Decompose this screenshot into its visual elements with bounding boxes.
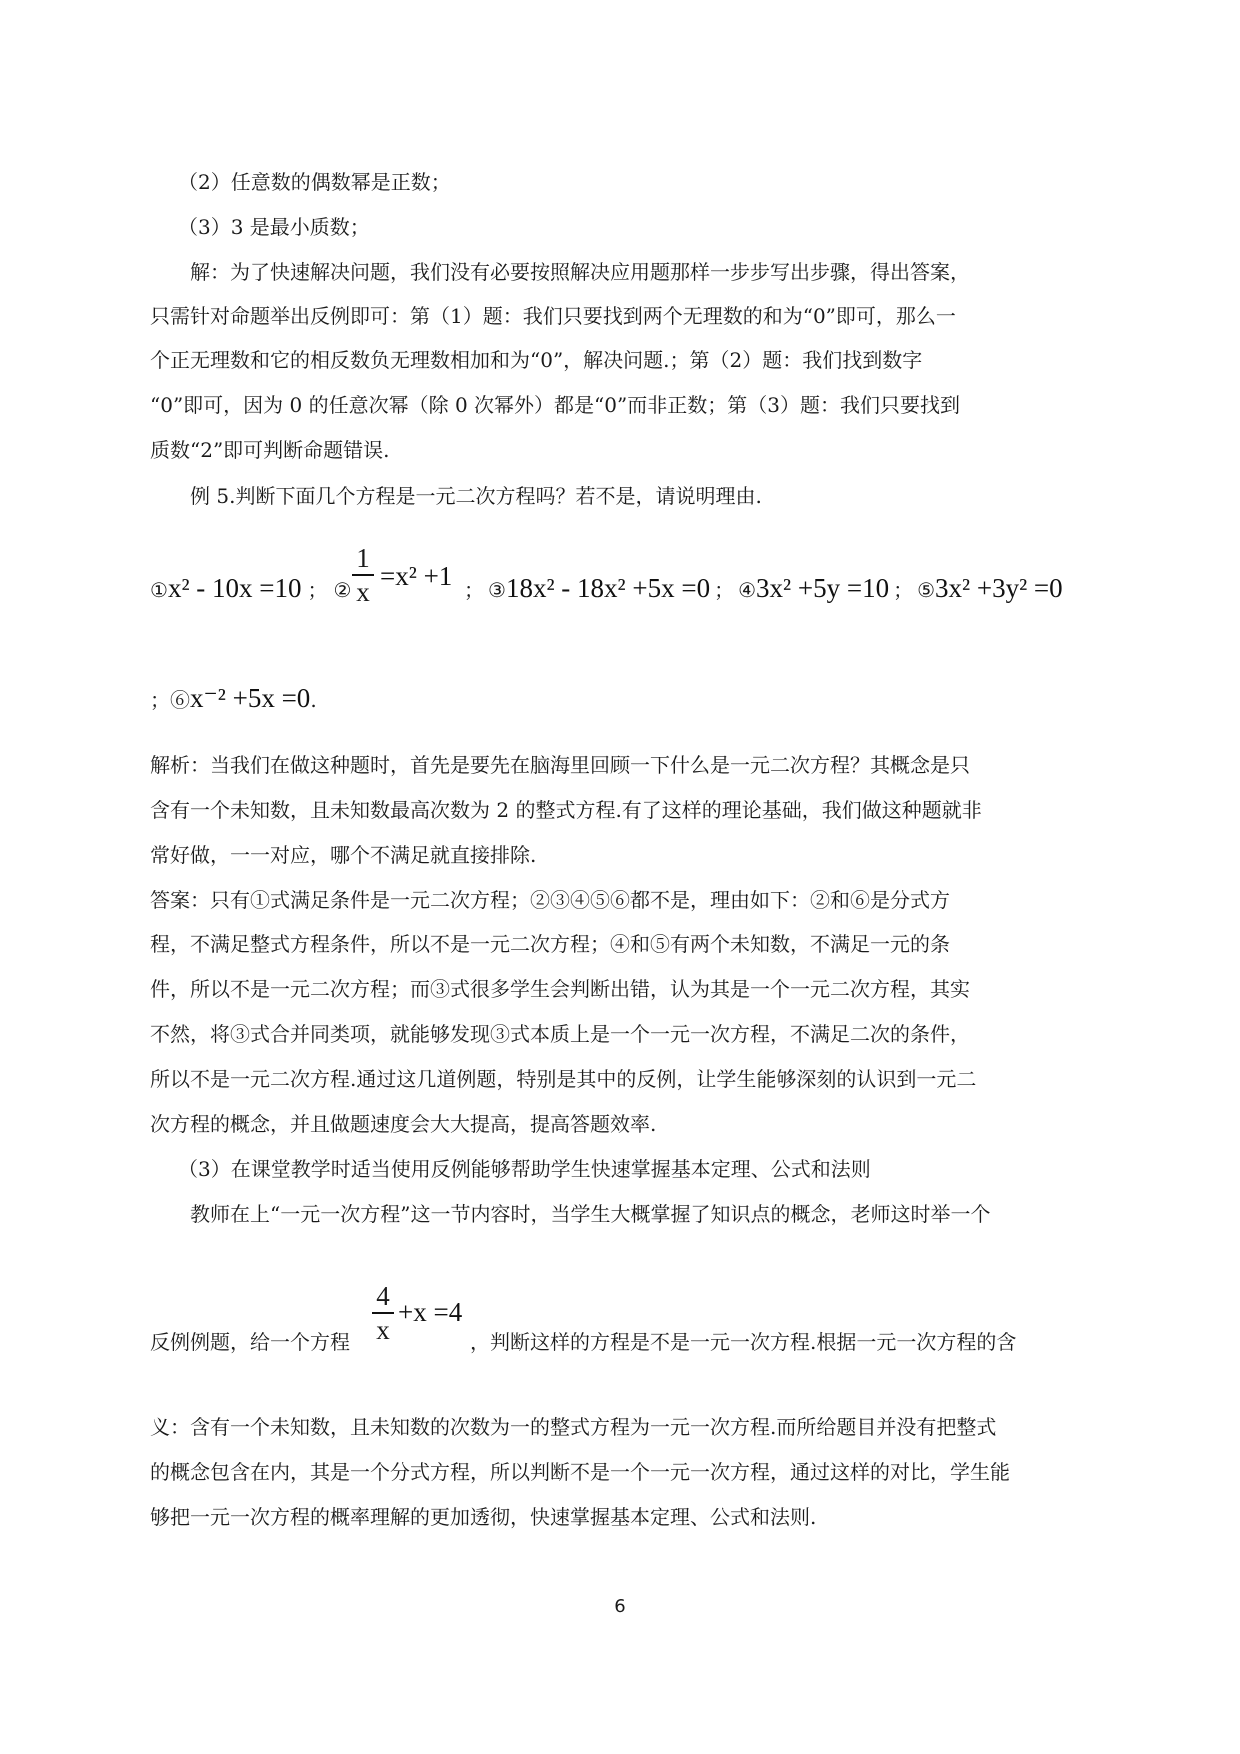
- page-number: 6: [614, 1596, 626, 1617]
- analysis-line-2: 含有一个未知数，且未知数最高次数为 2 的整式方程.有了这样的理论基础，我们做这种题就非: [150, 798, 982, 822]
- fraction-numerator: 1: [356, 543, 370, 573]
- solution-line-3: 个正无理数和它的相反数负无理数相加和为“0”，解决问题.；第（2）题：我们找到数字: [150, 348, 923, 372]
- analysis-line-1: 解析：当我们在做这种题时，首先是要先在脑海里回顾一下什么是一元二次方程？其概念是只: [150, 753, 970, 777]
- analysis-line-3: 常好做，一一对应，哪个不满足就直接排除.: [150, 843, 537, 867]
- example-fraction: [372, 1282, 394, 1344]
- solution-line-1: 解：为了快速解决问题，我们没有必要按照解决应用题那样一步步写出步骤，得出答案，: [190, 260, 970, 284]
- fraction-numerator: 4: [376, 1281, 390, 1311]
- separator: ；: [893, 578, 914, 602]
- solution-line-2: 只需针对命题举出反例即可：第（1）题：我们只要找到两个无理数的和为“0”即可，那么一: [150, 304, 956, 328]
- answer-line-2: 程，不满足整式方程条件，所以不是一元二次方程；④和⑤有两个未知数，不满足一元的条: [150, 932, 950, 956]
- equation-row-2: [150, 684, 317, 714]
- item-3: （3）3 是最小质数；: [178, 215, 370, 239]
- solution-line-5: 质数“2”即可判断命题错误.: [150, 438, 390, 462]
- fraction-denominator: x: [356, 577, 370, 607]
- teaching-line-5: 够把一元一次方程的概率理解的更加透彻，快速掌握基本定理、公式和法则.: [150, 1505, 817, 1529]
- equation-5: 3x² +3y² =0: [935, 573, 1063, 603]
- answer-line-1: 答案：只有①式满足条件是一元二次方程；②③④⑤⑥都不是，理由如下：②和⑥是分式方: [150, 888, 950, 912]
- answer-line-6: 次方程的概念，并且做题速度会大大提高，提高答题效率.: [150, 1112, 657, 1136]
- section-3-heading: （3）在课堂教学时适当使用反例能够帮助学生快速掌握基本定理、公式和法则: [178, 1157, 871, 1181]
- equation-1: x² - 10x =10: [167, 573, 302, 603]
- fraction-bar: [372, 1312, 394, 1314]
- period: .: [310, 688, 317, 712]
- item-2: （2）任意数的偶数幂是正数；: [178, 170, 451, 194]
- example-equation-rhs: +x =4: [398, 1297, 463, 1327]
- solution-line-4: “0”即可，因为 0 的任意次幂（除 0 次幂外）都是“0”而非正数；第（3）题：我们只要找到: [150, 393, 960, 417]
- equation-2-fraction: [352, 544, 374, 606]
- teaching-line-1: 教师在上“一元一次方程”这一节内容时，当学生大概掌握了知识点的概念，老师这时举一个: [190, 1202, 991, 1226]
- teaching-line-2b: ，判断这样的方程是不是一元一次方程.根据一元一次方程的含: [470, 1330, 1017, 1354]
- example-5-heading: 例 5.判断下面几个方程是一元二次方程吗？若不是，请说明理由.: [190, 484, 762, 508]
- separator: ；: [150, 688, 170, 712]
- answer-line-3: 件，所以不是一元二次方程；而③式很多学生会判断出错，认为其是一个一元二次方程，其实: [150, 977, 970, 1001]
- teaching-line-2a: 反例例题，给一个方程: [150, 1330, 350, 1354]
- label-1: ①: [150, 578, 168, 602]
- separator: ；: [714, 578, 735, 602]
- label-5: ⑤: [917, 578, 936, 602]
- answer-line-5: 所以不是一元二次方程.通过这几道例题，特别是其中的反例，让学生能够深刻的认识到一元二: [150, 1067, 977, 1091]
- teaching-line-4: 的概念包含在内，其是一个分式方程，所以判断不是一个一元一次方程，通过这样的对比，学生能: [150, 1460, 1010, 1484]
- label-2: ②: [333, 578, 352, 602]
- separator: ；: [464, 578, 484, 602]
- equation-row-1: [150, 574, 351, 604]
- equation-4: 3x² +5y =10: [756, 573, 890, 603]
- equation-6: x⁻² +5x =0: [190, 683, 311, 713]
- equation-row-1-rest: [464, 574, 1063, 604]
- equation-2-rhs: =x² +1: [380, 561, 453, 591]
- teaching-line-3: 义：含有一个未知数，且未知数的次数为一的整式方程为一元一次方程.而所给题目并没有把整式: [150, 1415, 997, 1439]
- fraction-bar: [352, 574, 374, 576]
- separator: ；: [307, 578, 328, 602]
- equation-3: 18x² - 18x² +5x =0: [505, 573, 711, 603]
- fraction-denominator: x: [376, 1315, 390, 1345]
- label-6: ⑥: [170, 688, 190, 712]
- answer-line-4: 不然，将③式合并同类项，就能够发现③式本质上是一个一元一次方程，不满足二次的条件，: [150, 1022, 970, 1046]
- label-3: ③: [488, 578, 506, 602]
- label-4: ④: [738, 578, 757, 602]
